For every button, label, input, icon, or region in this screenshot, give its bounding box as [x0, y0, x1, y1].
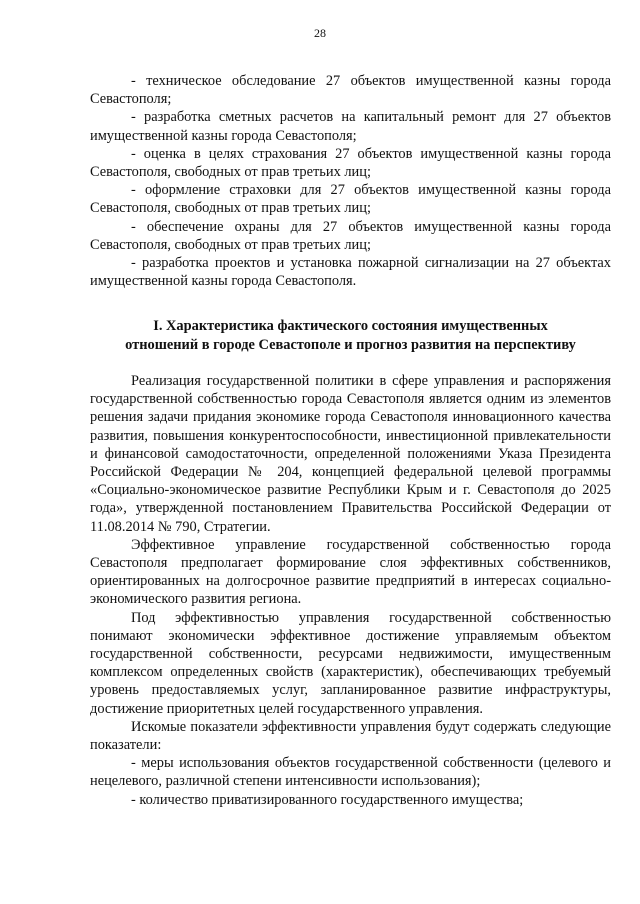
- section-heading-line-2: отношений в городе Севастополе и прогноз развития на перспективу: [125, 337, 576, 353]
- section-body: [90, 372, 611, 809]
- body-paragraph: Реализация государственной политики в сфере управления и распоряжения государственной собственностью города Севастополя является одним из элементов решения задачи придания экономике города Севастополя инновационного качества развития, повышения конкурентоспособности, инвестиционной привлекательности и финансовой самодостаточности, определенной положениями Указа Президента Российской Федерации № 204, концепцией федеральной целевой программы «Социально-экономическое развитие Республики Крым и г. Севастополя до 2025 года», утвержденной постановлением Правительства Российской Федерации от 11.08.2014 № 790, Стратегии.: [90, 373, 611, 535]
- task-item: - оценка в целях страхования 27 объектов имущественной казны города Севастополя, свободных от прав третьих лиц;: [90, 145, 611, 181]
- body-paragraph: Эффективное управление государственной собственностью города Севастополя предполагает формирование слоя эффективных собственников, ориентированных на долгосрочное развитие предприятий в интересах социально-экономического развития региона.: [90, 536, 611, 608]
- body-paragraph: Под эффективностью управления государственной собственностью понимают экономически эффективное достижение управляемым объектом государственной собственности, ресурсами недвижимости, имущественным комплексом определенных свойств (характеристик), обеспечивающих требуемый уровень предоставляемых услуг, запланированное развитие инфраструктуры, достижение приоритетных целей государственного управления.: [90, 609, 611, 717]
- task-item: - разработка проектов и установка пожарной сигнализации на 27 объектах имущественной казны города Севастополя.: [90, 255, 611, 290]
- indicator-item: - меры использования объектов государственной собственности (целевого и нецелевого, различной степени интенсивности использования);: [90, 755, 611, 790]
- task-list: [90, 72, 611, 290]
- task-item: - техническое обследование 27 объектов имущественной казны города Севастополя;: [90, 73, 611, 108]
- task-item: - разработка сметных расчетов на капитальный ремонт для 27 объектов имущественной казны города Севастополя;: [90, 109, 611, 144]
- task-item: - обеспечение охраны для 27 объектов имущественной казны города Севастополя, свободных от прав третьих лиц;: [90, 218, 611, 253]
- task-item: - оформление страховки для 27 объектов имущественной казны города Севастополя, свободных от прав третьих лиц;: [90, 182, 611, 217]
- body-paragraph: Искомые показатели эффективности управления будут содержать следующие показатели:: [90, 718, 611, 754]
- section-heading-line-1: I. Характеристика фактического состояния имущественных: [153, 318, 548, 334]
- section-heading: [90, 317, 611, 355]
- indicator-item: - количество приватизированного государственного имущества;: [131, 791, 524, 808]
- page-number: 28: [314, 26, 326, 40]
